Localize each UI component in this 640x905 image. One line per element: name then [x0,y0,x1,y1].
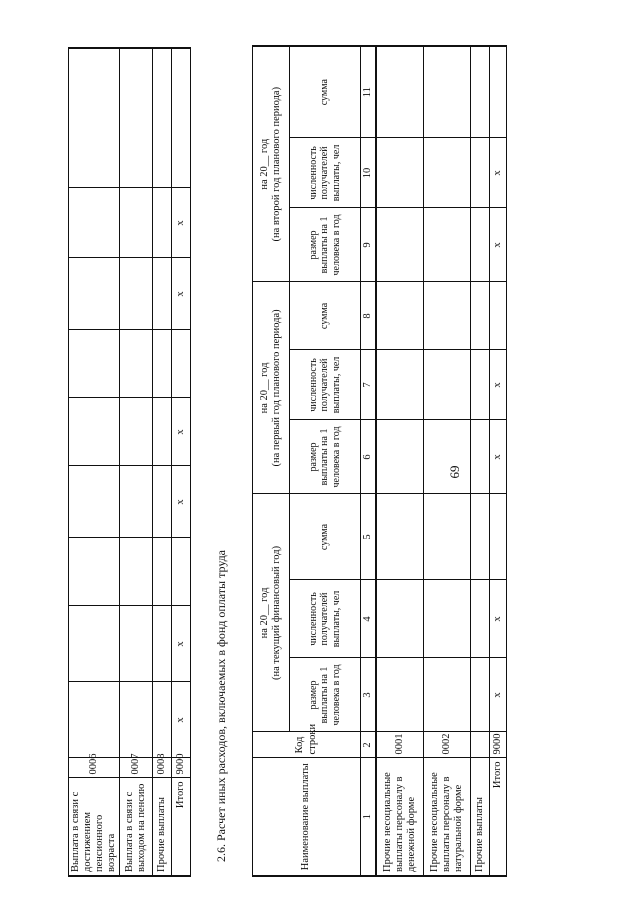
header-size: размер выплаты на 1 человека в год [290,208,361,282]
total-code: 9000 [172,758,191,778]
table-cell [376,494,424,580]
table-cell [153,606,172,682]
col-number: 11 [361,46,377,138]
col-number: 7 [361,350,377,420]
table-cell [120,606,153,682]
table-cell [69,606,120,682]
total-cell [490,282,507,350]
row-name: Выплата в связи с достижением пенсионного возраста [69,778,120,876]
table-cell [69,258,120,330]
column-numbers-row [361,46,377,876]
table-cell [471,658,490,732]
total-cell [490,494,507,580]
table-row [471,46,490,876]
col-number: 2 [361,732,377,758]
row-code [471,732,490,758]
table-cell [120,466,153,538]
table-cell [69,48,120,188]
total-cell [172,48,191,188]
table-cell [69,330,120,398]
header-group-plan2 [253,46,290,282]
group-title: на 20__ год [258,138,270,190]
total-cell: x [490,420,507,494]
total-cell: x [490,138,507,208]
col-number: 3 [361,658,377,732]
table-cell [376,350,424,420]
table-cell [120,538,153,606]
row-name: Прочие несоциальные выплаты персоналу в натуральной форме [424,758,471,876]
table-cell [69,538,120,606]
table-row [424,46,471,876]
table-cell [120,188,153,258]
total-cell [172,538,191,606]
col-number: 9 [361,208,377,282]
table-cell [376,580,424,658]
page-number: 69 [447,465,462,479]
table-cell [153,466,172,538]
group-subtitle: (на второй год планового периода) [271,86,282,242]
total-row [490,46,507,876]
total-cell: x [172,466,191,538]
table-cell [471,350,490,420]
total-label: Итого [172,778,191,876]
table-cell [424,138,471,208]
total-cell: x [172,258,191,330]
total-label: Итого [490,758,507,876]
table-cell [376,658,424,732]
header-count: численность получателей выплаты, чел [290,350,361,420]
group-subtitle: (на первый год планового периода) [271,309,282,467]
table-cell [69,682,120,758]
table-cell [424,208,471,282]
table-cell [424,350,471,420]
row-code: 0002 [424,732,471,758]
header-row [253,46,290,876]
header-name: Наименование выплаты [253,758,361,876]
table-cell [376,46,424,138]
table-cell [376,208,424,282]
header-count: численность получателей выплаты, чел [290,138,361,208]
total-code: 9000 [490,732,507,758]
table-cell [424,580,471,658]
continuation-table [68,47,191,877]
row-code: 0001 [376,732,424,758]
header-group-current [253,494,290,732]
col-number: 4 [361,580,377,658]
table-cell [69,188,120,258]
expenses-table [252,45,507,877]
table-row [376,46,424,876]
table-row [153,48,172,876]
header-count: численность получателей выплаты, чел [290,580,361,658]
col-number: 5 [361,494,377,580]
row-code: 0006 [69,758,120,778]
col-number: 6 [361,420,377,494]
row-name: Прочие выплаты [153,778,172,876]
header-sum: сумма [290,282,361,350]
table-cell [424,658,471,732]
total-cell: x [490,350,507,420]
table-cell [153,258,172,330]
header-code: Код строки [253,732,361,758]
total-cell: x [172,188,191,258]
table-cell [153,682,172,758]
table-cell [120,682,153,758]
header-sum: сумма [290,46,361,138]
group-subtitle: (на текущий финансовый год) [271,545,282,681]
table-cell [471,420,490,494]
table-cell [69,398,120,466]
total-cell: x [490,208,507,282]
group-title: на 20__ год [258,587,270,639]
table-cell [376,138,424,208]
table-row [120,48,153,876]
total-cell: x [490,658,507,732]
table-cell [376,420,424,494]
continuation-table-wrapper [68,69,194,877]
table-cell [376,282,424,350]
col-number: 8 [361,282,377,350]
table-cell [120,398,153,466]
table-cell [120,48,153,188]
section-caption: 2.6. Расчет иных расходов, включаемых в фонд оплаты труда [214,549,228,862]
table-cell [471,46,490,138]
table-cell [153,538,172,606]
table-cell [424,494,471,580]
table-cell [153,188,172,258]
total-cell: x [172,606,191,682]
row-name: Выплата в связи с выходом на пенсию [120,778,153,876]
table-cell [120,330,153,398]
total-cell: x [172,682,191,758]
total-row [172,48,191,876]
total-cell [172,330,191,398]
table-cell [471,282,490,350]
table-cell [471,580,490,658]
table-cell [471,138,490,208]
total-cell [490,46,507,138]
total-cell: x [172,398,191,466]
table-cell [153,398,172,466]
table-cell [471,208,490,282]
header-size: размер выплаты на 1 человека в год [290,658,361,732]
table-cell [424,282,471,350]
table-cell [120,258,153,330]
header-size: размер выплаты на 1 человека в год [290,420,361,494]
col-number: 10 [361,138,377,208]
table-row [69,48,120,876]
table-cell [471,494,490,580]
row-name: Прочие несоциальные выплаты персоналу в денежной форме [376,758,424,876]
header-group-plan1 [253,282,290,494]
table-cell [153,330,172,398]
total-cell: x [490,580,507,658]
table-cell [424,420,471,494]
table-cell [69,466,120,538]
row-code: 0007 [120,758,153,778]
row-code: 0008 [153,758,172,778]
caption-wrapper [214,442,234,862]
row-name: Прочие выплаты [471,758,490,876]
main-table-wrapper [252,67,504,877]
table-cell [153,48,172,188]
table-cell [424,46,471,138]
group-title: на 20__ год [258,362,270,414]
header-sum: сумма [290,494,361,580]
col-number: 1 [361,758,377,876]
